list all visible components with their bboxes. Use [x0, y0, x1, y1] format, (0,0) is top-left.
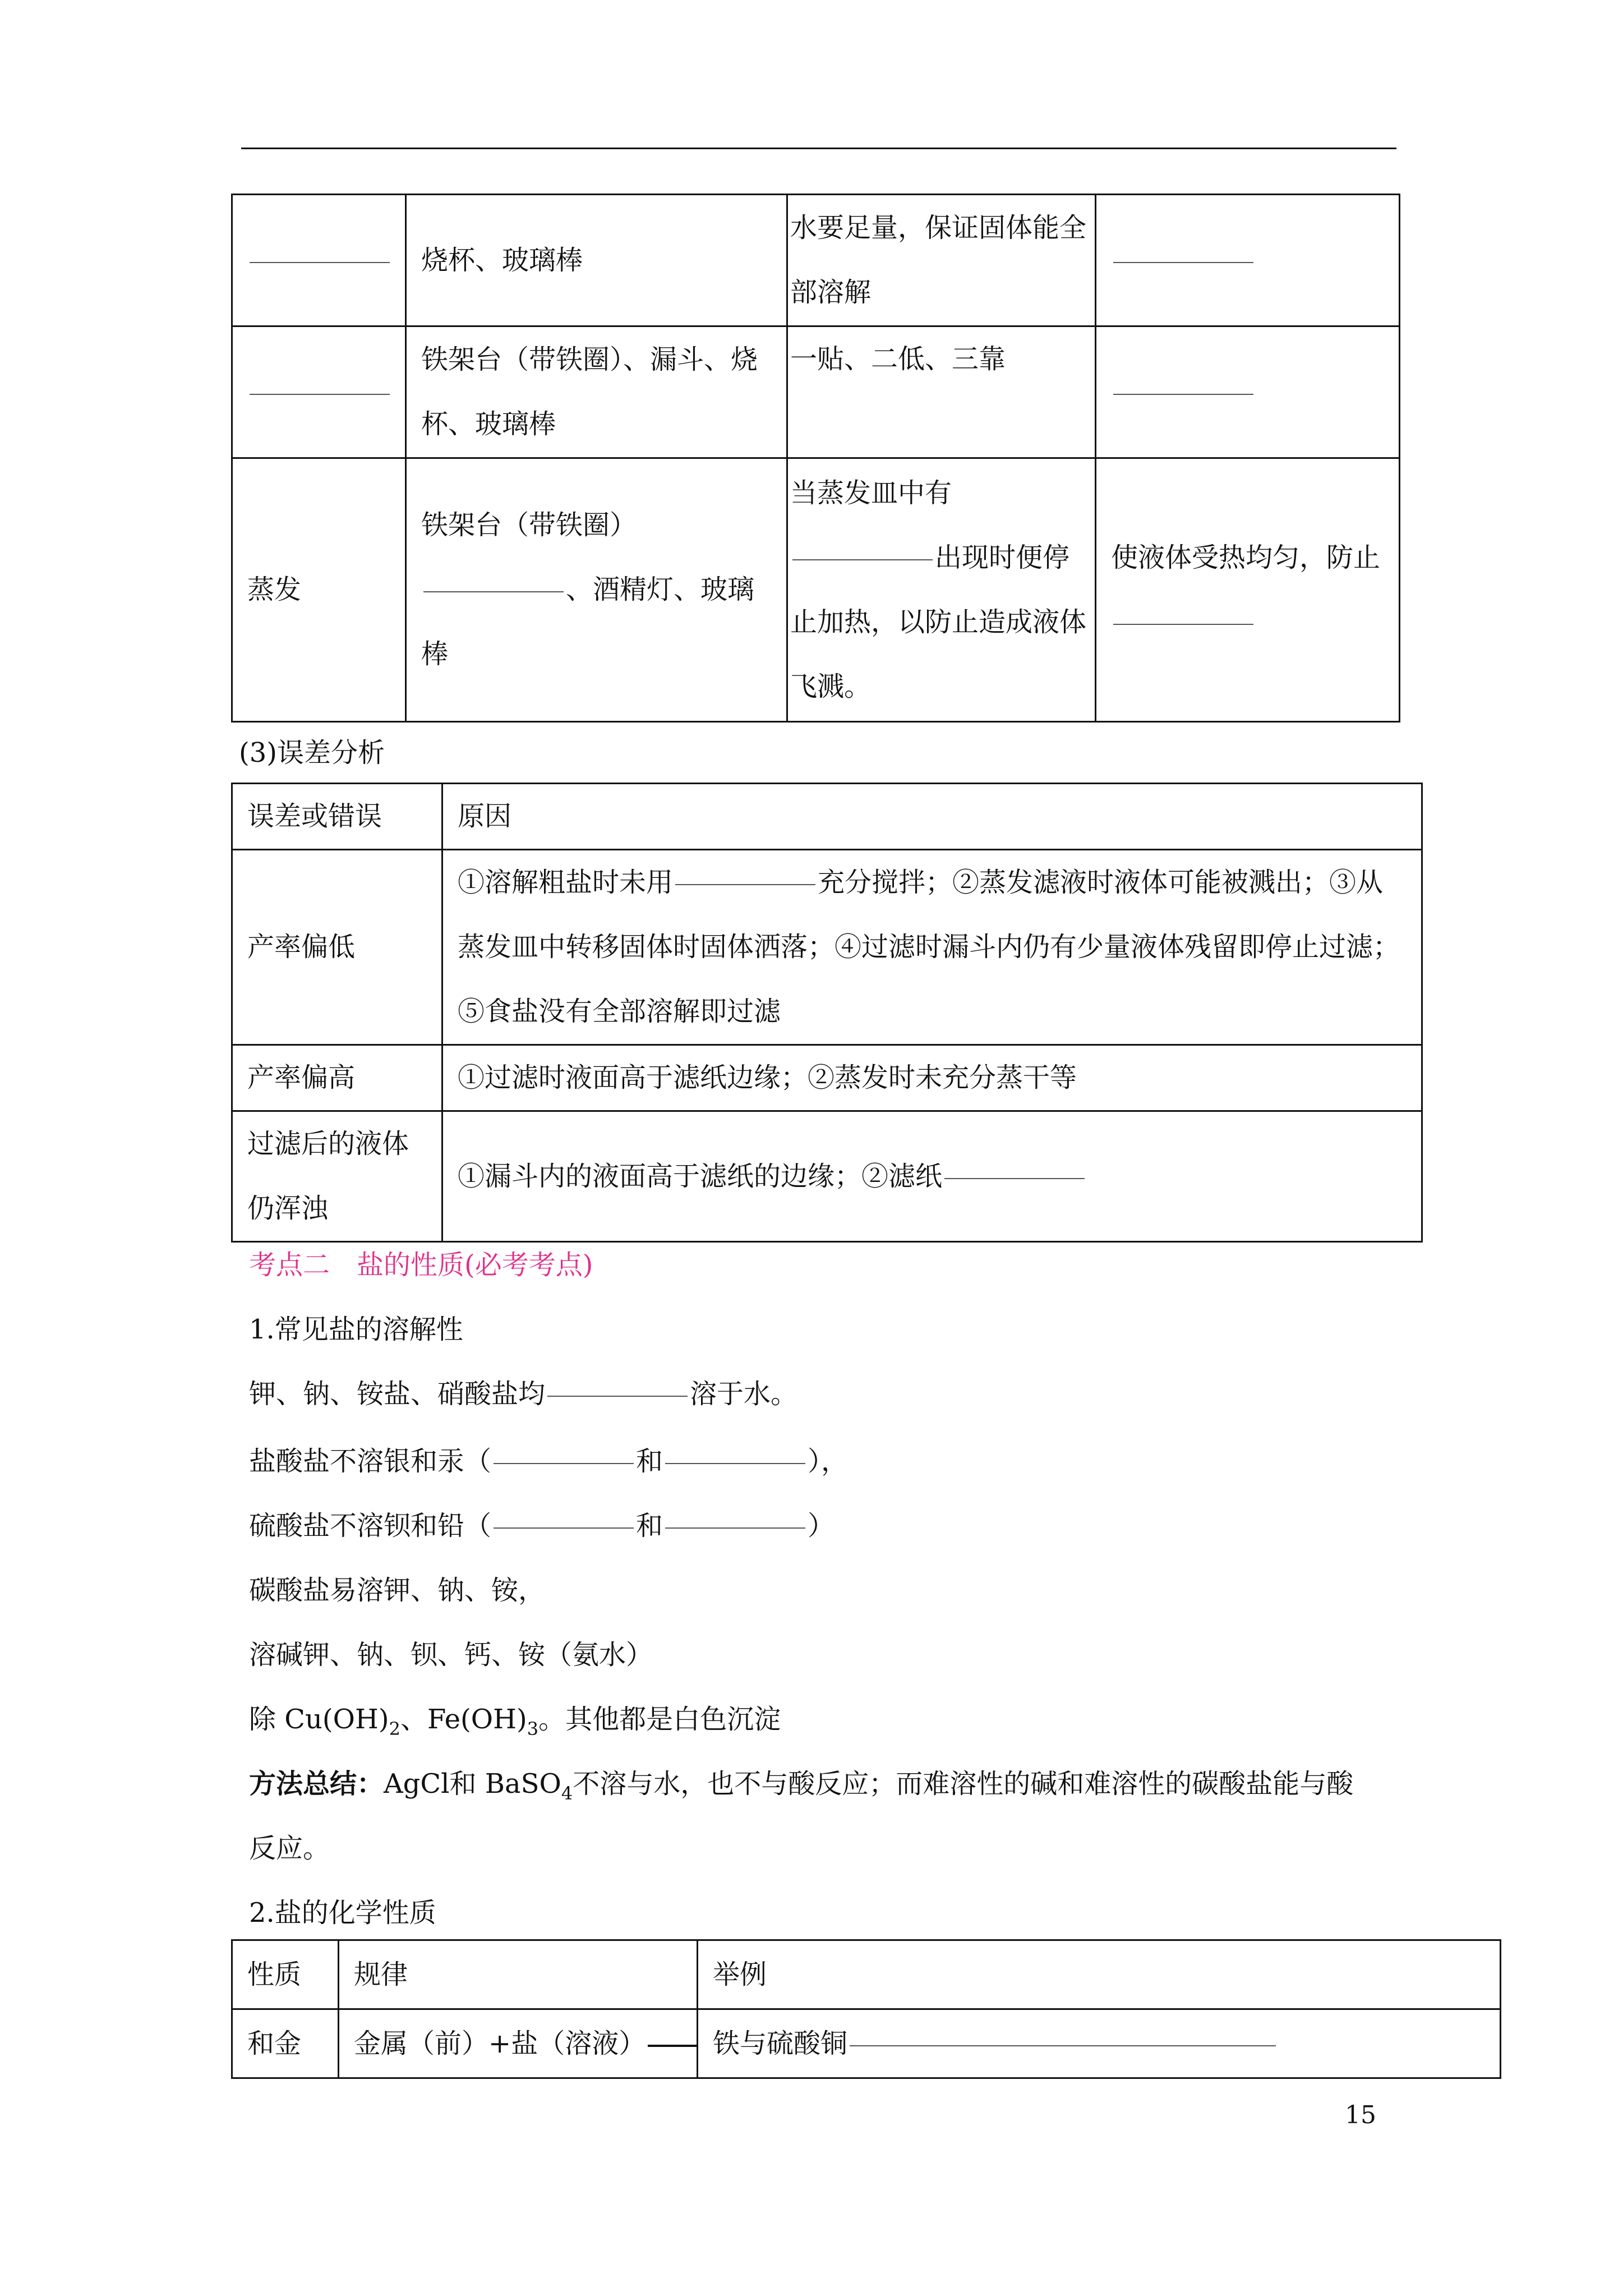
- table-row: [232, 1940, 1501, 2009]
- fill-blank[interactable]: [423, 591, 564, 592]
- page-number: 15: [1345, 2101, 1376, 2129]
- notes-cell: 水要足量，保证固体能全部溶解: [787, 195, 1096, 326]
- reason-cell: ①溶解粗盐时未用 充分搅拌；②蒸发滤液时液体可能被溅出；③从蒸发皿中转移固体时固体洒落；④过滤时漏斗内仍有少量液体残留即停止过滤；⑤食盐没有全部溶解即过滤: [442, 850, 1422, 1045]
- section-title-chemical-properties: 2.盐的化学性质: [249, 1897, 436, 1929]
- table-row: [232, 195, 1400, 326]
- error-analysis-table: [231, 783, 1423, 1243]
- table-row: [232, 458, 1400, 722]
- rule-cell: 金属（前）+盐（溶液）: [339, 2009, 698, 2078]
- label-cell: 过滤后的液体仍浑浊: [232, 1111, 442, 1242]
- table-row: [232, 326, 1400, 458]
- method-summary-cont: 反应。: [249, 1833, 330, 1864]
- instruments-cell: 铁架台（带铁圈）、漏斗、烧杯、玻璃棒: [406, 326, 787, 458]
- label-cell: 产率偏低: [232, 850, 442, 1045]
- fill-blank[interactable]: [1113, 261, 1253, 263]
- kaodian-heading: 考点二 盐的性质(必考考点): [249, 1249, 593, 1281]
- instruments-cell: 烧杯、玻璃棒: [406, 195, 787, 326]
- fill-blank[interactable]: [850, 2045, 1276, 2046]
- step-cell: [232, 326, 406, 458]
- experiment-table: [231, 194, 1400, 723]
- table-row: [232, 1111, 1422, 1242]
- table-row: [232, 1045, 1422, 1111]
- header-cell: 性质: [232, 1940, 339, 2009]
- step-cell: [232, 195, 406, 326]
- fill-blank[interactable]: [792, 559, 933, 560]
- fill-blank[interactable]: [1113, 393, 1253, 395]
- section-title-solubility: 1.常见盐的溶解性: [249, 1314, 463, 1345]
- solubility-line-4: 碳酸盐易溶钾、钠、铵，: [249, 1575, 546, 1606]
- prop-cell: 和金: [232, 2009, 339, 2078]
- table-row: [232, 784, 1422, 850]
- fill-blank[interactable]: [675, 884, 815, 885]
- salt-properties-table: [231, 1939, 1501, 2079]
- header-cell: 举例: [698, 1940, 1501, 2009]
- header-rule: [241, 148, 1396, 149]
- fill-blank[interactable]: [250, 393, 390, 395]
- solubility-line-6: 除 $Cu(OH)_2$、$Fe(OH)_3$。其他都是白色沉淀: [249, 1704, 781, 1740]
- reason-cell: ①漏斗内的液面高于滤纸的边缘；②滤纸: [442, 1111, 1422, 1242]
- method-summary: 方法总结：AgCl和 BaSO$_4$不溶与水，也不与酸反应；而难溶性的碱和难溶性的碳酸盐能与酸: [249, 1768, 1354, 1804]
- section-title-error-analysis: (3)误差分析: [239, 737, 385, 769]
- step-cell: 蒸发: [232, 458, 406, 722]
- purpose-cell: [1096, 195, 1400, 326]
- label-cell: 产率偏高: [232, 1045, 442, 1111]
- notes-cell: 当蒸发皿中有 出现时便停止加热，以防止造成液体飞溅。: [787, 458, 1096, 722]
- fill-blank[interactable]: [250, 261, 390, 263]
- header-cell: 误差或错误: [232, 784, 442, 850]
- reason-cell: ①过滤时液面高于滤纸边缘；②蒸发时未充分蒸干等: [442, 1045, 1422, 1111]
- fill-blank[interactable]: [494, 1527, 634, 1529]
- solubility-line-2: 盐酸盐不溶银和汞（ 和 ），: [249, 1446, 849, 1477]
- fill-blank[interactable]: [665, 1527, 805, 1529]
- arrow-dash: [648, 2045, 698, 2047]
- fill-blank[interactable]: [1113, 623, 1253, 625]
- notes-cell: 一贴、二低、三靠: [787, 326, 1096, 458]
- header-cell: 规律: [339, 1940, 698, 2009]
- example-cell: 铁与硫酸铜: [698, 2009, 1501, 2078]
- instruments-cell: 铁架台（带铁圈）、酒精灯、玻璃棒: [406, 458, 787, 722]
- fill-blank[interactable]: [494, 1462, 634, 1464]
- solubility-line-1: 钾、钠、铵盐、硝酸盐均 溶于水。: [249, 1378, 798, 1410]
- purpose-cell: [1096, 326, 1400, 458]
- fill-blank[interactable]: [665, 1462, 805, 1464]
- fill-blank[interactable]: [547, 1395, 688, 1397]
- table-row: [232, 850, 1422, 1045]
- header-cell: 原因: [442, 784, 1422, 850]
- solubility-line-5: 溶碱钾、钠、钡、钙、铵（氨水）: [249, 1639, 653, 1671]
- fill-blank[interactable]: [944, 1177, 1085, 1179]
- solubility-line-3: 硫酸盐不溶钡和铅（ 和 ）: [249, 1510, 835, 1542]
- table-row: [232, 2009, 1501, 2078]
- purpose-cell: 使液体受热均匀，防止: [1096, 458, 1400, 722]
